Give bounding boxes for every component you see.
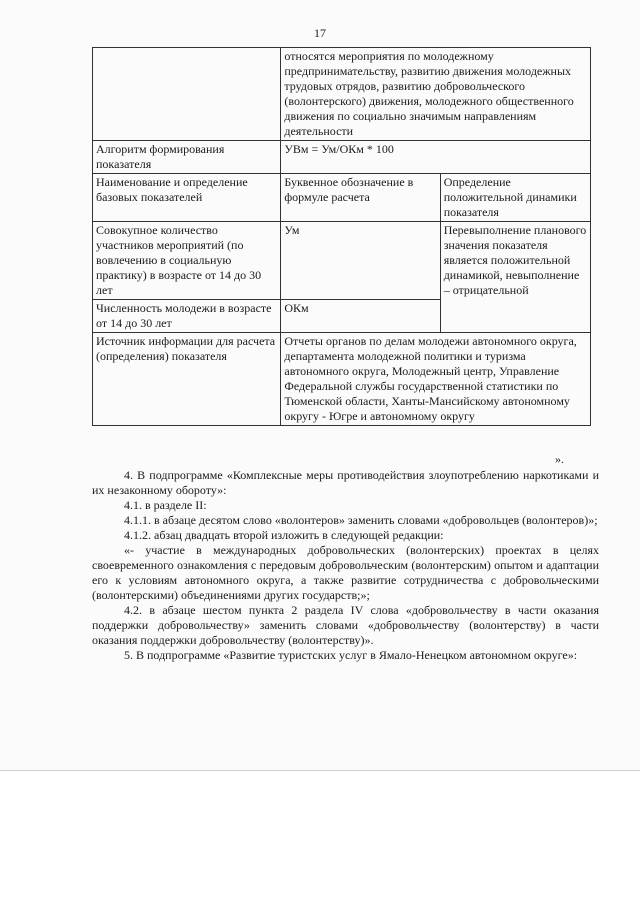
- table-row: [93, 174, 591, 222]
- header-symbol-cell: Буквенное обозначение в формуле расчета: [281, 174, 440, 222]
- row2-symbol-cell: ОКм: [281, 300, 440, 333]
- table-row: [93, 222, 591, 300]
- page-number: 17: [314, 26, 326, 40]
- table-cell-empty: [93, 48, 281, 141]
- table-row: [93, 48, 591, 141]
- table-row: [93, 141, 591, 174]
- closing-quote: ».: [555, 452, 564, 466]
- body-text: [92, 468, 599, 663]
- algorithm-label-cell: Алгоритм формирования показателя: [93, 141, 281, 174]
- row1-symbol-cell: Ум: [281, 222, 440, 300]
- row2-name-cell: Численность молодежи в возрасте от 14 до 30 лет: [93, 300, 281, 333]
- paragraph: 4.1.1. в абзаце десятом слово «волонтеров» заменить словами «добровольцев (волонтеров)»;: [124, 513, 598, 527]
- header-name-cell: Наименование и определение базовых показателей: [93, 174, 281, 222]
- paragraph: 4. В подпрограмме «Комплексные меры противодействия злоупотреблению наркотиками и их незаконному обороту»:: [92, 468, 599, 497]
- paragraph: 4.1. в разделе II:: [124, 498, 207, 512]
- header-dynamics-cell: Определение положительной динамики показателя: [440, 174, 590, 222]
- algorithm-formula-cell: УВм = Ум/ОКм * 100: [281, 141, 591, 174]
- row1-name-cell: Совокупное количество участников мероприятий (по вовлечению в социальную практику) в возрасте от 14 до 30 лет: [93, 222, 281, 300]
- indicator-table: [92, 47, 591, 426]
- paragraph: «- участие в международных добровольческих (волонтерских) проектах в целях своевременного ознакомления с передовым добровольческим (волонтерским) опытом и адаптации его к условиям автономного округа, а также развитие сотрудничества с добровольческими (волонтерскими) объединениями других государств;»;: [92, 543, 599, 602]
- paragraph: 4.2. в абзаце шестом пункта 2 раздела IV слова «добровольчеству в части оказания поддержки добровольчеству» заменить словами «добровольчеству (волонтерству) в части оказания поддержки добровольчеству (волонтерству)».: [92, 603, 599, 647]
- continuation-cell: относятся мероприятия по молодежному предпринимательству, развитию движения молодежных трудовых отрядов, развитию добровольческого (волонтерского) движения, молодежного общественного движения по социально значимым направлениям деятельности: [281, 48, 591, 141]
- paragraph: 4.1.2. абзац двадцать второй изложить в следующей редакции:: [124, 528, 444, 542]
- table-row: [93, 333, 591, 426]
- dynamics-cell: Перевыполнение планового значения показателя является положительной динамикой, невыполнение – отрицательной: [440, 222, 590, 333]
- source-label-cell: Источник информации для расчета (определения) показателя: [93, 333, 281, 426]
- source-text-cell: Отчеты органов по делам молодежи автономного округа, департамента молодежной политики и туризма автономного округа, Молодежный центр, Управление Федеральной службы государственной статистики по Тюменской области, Ханты-Мансийскому автономному округу - Югре и автономному округу: [281, 333, 591, 426]
- paragraph: 5. В подпрограмме «Развитие туристских услуг в Ямало-Ненецком автономном округе»:: [124, 648, 578, 662]
